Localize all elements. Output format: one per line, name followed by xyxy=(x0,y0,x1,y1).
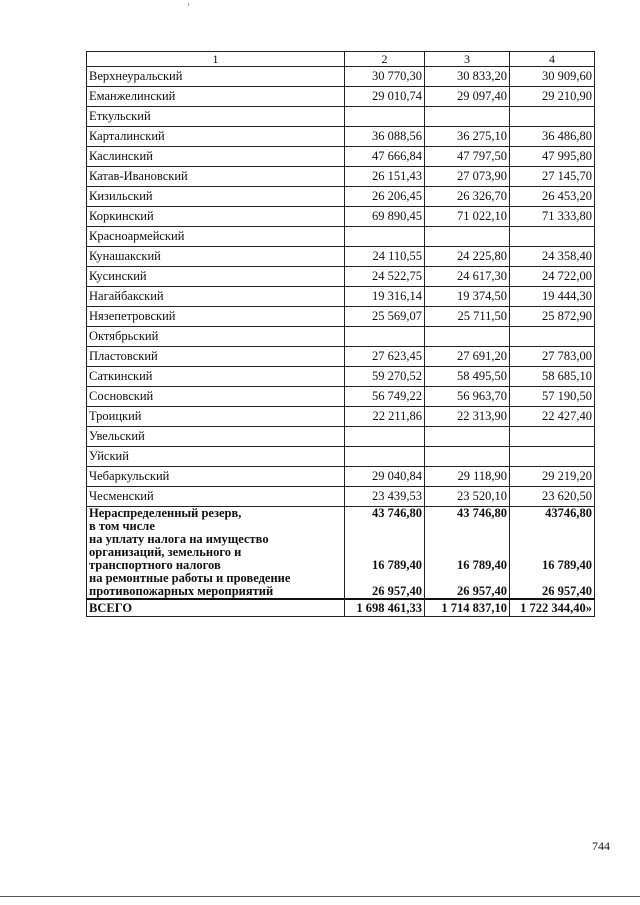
reserve-values-v2 xyxy=(345,507,425,600)
reserve-blank xyxy=(510,520,594,533)
row-value-2: 27 623,45 xyxy=(345,347,425,367)
row-value-3: 27 691,20 xyxy=(425,347,510,367)
reserve-label-line: в том числе xyxy=(89,519,155,533)
row-name: Уйский xyxy=(87,447,345,467)
row-value-3 xyxy=(425,227,510,247)
row-value-2 xyxy=(345,227,425,247)
table-row xyxy=(87,307,595,327)
reserve-total-value: 43746,80 xyxy=(545,506,592,520)
reserve-values-v3 xyxy=(425,507,510,600)
row-value-2: 26 206,45 xyxy=(345,187,425,207)
row-value-4: 30 909,60 xyxy=(510,67,595,87)
table-row xyxy=(87,107,595,127)
table-row xyxy=(87,127,595,147)
total-label: ВСЕГО xyxy=(87,599,345,617)
row-name: Саткинский xyxy=(87,367,345,387)
row-name: Красноармейский xyxy=(87,227,345,247)
row-name: Еманжелинский xyxy=(87,87,345,107)
row-value-3: 26 326,70 xyxy=(425,187,510,207)
header-cell-2: 2 xyxy=(345,52,425,67)
reserve-label-line: Нераспределенный резерв, xyxy=(89,506,242,520)
row-value-4: 24 722,00 xyxy=(510,267,595,287)
row-value-4 xyxy=(510,327,595,347)
reserve-row xyxy=(87,507,595,600)
grand-total-row xyxy=(87,599,595,617)
row-value-4: 26 453,20 xyxy=(510,187,595,207)
header-cell-1: 1 xyxy=(87,52,345,67)
reserve-total-value: 43 746,80 xyxy=(457,506,507,520)
reserve-repair-value: 26 957,40 xyxy=(372,584,422,598)
row-value-4: 29 210,90 xyxy=(510,87,595,107)
row-value-2: 26 151,43 xyxy=(345,167,425,187)
reserve-label-line: организаций, земельного и xyxy=(89,545,242,559)
row-value-2: 59 270,52 xyxy=(345,367,425,387)
row-value-2: 24 110,55 xyxy=(345,247,425,267)
row-value-2: 25 569,07 xyxy=(345,307,425,327)
row-name: Сосновский xyxy=(87,387,345,407)
row-name: Нагайбакский xyxy=(87,287,345,307)
row-value-3: 24 225,80 xyxy=(425,247,510,267)
row-value-2 xyxy=(345,327,425,347)
reserve-label-line: противопожарных мероприятий xyxy=(89,584,274,598)
row-value-3: 47 797,50 xyxy=(425,147,510,167)
row-name: Пластовский xyxy=(87,347,345,367)
row-value-3: 71 022,10 xyxy=(425,207,510,227)
table-row xyxy=(87,327,595,347)
row-value-4: 47 995,80 xyxy=(510,147,595,167)
row-value-3: 23 520,10 xyxy=(425,487,510,507)
table-row xyxy=(87,227,595,247)
row-value-2: 29 040,84 xyxy=(345,467,425,487)
row-value-4 xyxy=(510,107,595,127)
reserve-tax-value: 16 789,40 xyxy=(372,558,422,572)
row-name: Троицкий xyxy=(87,407,345,427)
row-value-2: 30 770,30 xyxy=(345,67,425,87)
header-row xyxy=(87,52,595,67)
row-name: Октябрьский xyxy=(87,327,345,347)
row-value-3: 22 313,90 xyxy=(425,407,510,427)
table-row xyxy=(87,167,595,187)
table-row xyxy=(87,147,595,167)
page-number: 744 xyxy=(592,839,610,853)
reserve-repair-value: 26 957,40 xyxy=(457,584,507,598)
table-row xyxy=(87,487,595,507)
reserve-blank xyxy=(425,533,509,546)
total-value-2: 1 698 461,33 xyxy=(345,599,425,617)
reserve-repair-value: 26 957,40 xyxy=(542,584,592,598)
row-value-4: 27 783,00 xyxy=(510,347,595,367)
table-row xyxy=(87,427,595,447)
row-value-3: 30 833,20 xyxy=(425,67,510,87)
row-value-4: 25 872,90 xyxy=(510,307,595,327)
header-cell-4: 4 xyxy=(510,52,595,67)
row-value-2: 69 890,45 xyxy=(345,207,425,227)
scan-mark xyxy=(188,3,189,6)
row-name: Кусинский xyxy=(87,267,345,287)
row-name: Увельский xyxy=(87,427,345,447)
row-value-2: 36 088,56 xyxy=(345,127,425,147)
row-value-4: 23 620,50 xyxy=(510,487,595,507)
reserve-blank xyxy=(345,533,424,546)
row-name: Нязепетровский xyxy=(87,307,345,327)
row-value-4: 22 427,40 xyxy=(510,407,595,427)
row-value-3: 56 963,70 xyxy=(425,387,510,407)
row-value-2: 47 666,84 xyxy=(345,147,425,167)
row-name: Карталинский xyxy=(87,127,345,147)
row-value-4 xyxy=(510,427,595,447)
row-value-4: 24 358,40 xyxy=(510,247,595,267)
row-value-3: 27 073,90 xyxy=(425,167,510,187)
reserve-label-line: на ремонтные работы и проведение xyxy=(89,571,291,585)
row-value-4: 57 190,50 xyxy=(510,387,595,407)
table-row xyxy=(87,347,595,367)
row-value-4 xyxy=(510,227,595,247)
row-name: Каслинский xyxy=(87,147,345,167)
header-cell-3: 3 xyxy=(425,52,510,67)
reserve-label-line: транспортного налогов xyxy=(89,558,221,572)
row-value-4 xyxy=(510,447,595,467)
row-name: Верхнеуральский xyxy=(87,67,345,87)
table-row xyxy=(87,387,595,407)
table-row xyxy=(87,467,595,487)
row-value-2 xyxy=(345,427,425,447)
row-value-3 xyxy=(425,447,510,467)
table-row xyxy=(87,287,595,307)
budget-table xyxy=(86,51,595,617)
row-value-3: 36 275,10 xyxy=(425,127,510,147)
row-value-2: 29 010,74 xyxy=(345,87,425,107)
row-name: Кунашакский xyxy=(87,247,345,267)
row-value-2 xyxy=(345,447,425,467)
reserve-tax-value: 16 789,40 xyxy=(542,558,592,572)
row-name: Еткульский xyxy=(87,107,345,127)
row-value-4: 29 219,20 xyxy=(510,467,595,487)
row-value-3: 29 097,40 xyxy=(425,87,510,107)
reserve-values-v4 xyxy=(510,507,595,600)
table-row xyxy=(87,367,595,387)
reserve-total-value: 43 746,80 xyxy=(372,506,422,520)
row-name: Коркинский xyxy=(87,207,345,227)
table-row xyxy=(87,87,595,107)
table-row xyxy=(87,247,595,267)
row-value-4: 27 145,70 xyxy=(510,167,595,187)
row-value-2: 24 522,75 xyxy=(345,267,425,287)
row-value-3 xyxy=(425,327,510,347)
table-row xyxy=(87,207,595,227)
row-value-3: 19 374,50 xyxy=(425,287,510,307)
row-value-2: 22 211,86 xyxy=(345,407,425,427)
row-value-2: 23 439,53 xyxy=(345,487,425,507)
row-name: Катав-Ивановский xyxy=(87,167,345,187)
reserve-label-line: на уплату налога на имущество xyxy=(89,532,269,546)
row-value-2 xyxy=(345,107,425,127)
row-value-4: 71 333,80 xyxy=(510,207,595,227)
row-value-3: 58 495,50 xyxy=(425,367,510,387)
footer-rule xyxy=(0,896,640,897)
row-value-3 xyxy=(425,427,510,447)
row-value-2: 56 749,22 xyxy=(345,387,425,407)
reserve-tax-value: 16 789,40 xyxy=(457,558,507,572)
row-value-2: 19 316,14 xyxy=(345,287,425,307)
row-value-4: 19 444,30 xyxy=(510,287,595,307)
table-row xyxy=(87,447,595,467)
row-value-4: 58 685,10 xyxy=(510,367,595,387)
reserve-blank xyxy=(345,520,424,533)
table-row xyxy=(87,407,595,427)
row-value-3: 25 711,50 xyxy=(425,307,510,327)
table-row xyxy=(87,67,595,87)
total-value-4: 1 722 344,40» xyxy=(510,599,595,617)
row-name: Кизильский xyxy=(87,187,345,207)
row-name: Чесменский xyxy=(87,487,345,507)
row-value-3: 29 118,90 xyxy=(425,467,510,487)
reserve-blank xyxy=(510,533,594,546)
table-row xyxy=(87,267,595,287)
reserve-label xyxy=(87,507,345,600)
table-row xyxy=(87,187,595,207)
row-value-3: 24 617,30 xyxy=(425,267,510,287)
row-name: Чебаркульский xyxy=(87,467,345,487)
total-value-3: 1 714 837,10 xyxy=(425,599,510,617)
row-value-4: 36 486,80 xyxy=(510,127,595,147)
reserve-blank xyxy=(425,520,509,533)
row-value-3 xyxy=(425,107,510,127)
